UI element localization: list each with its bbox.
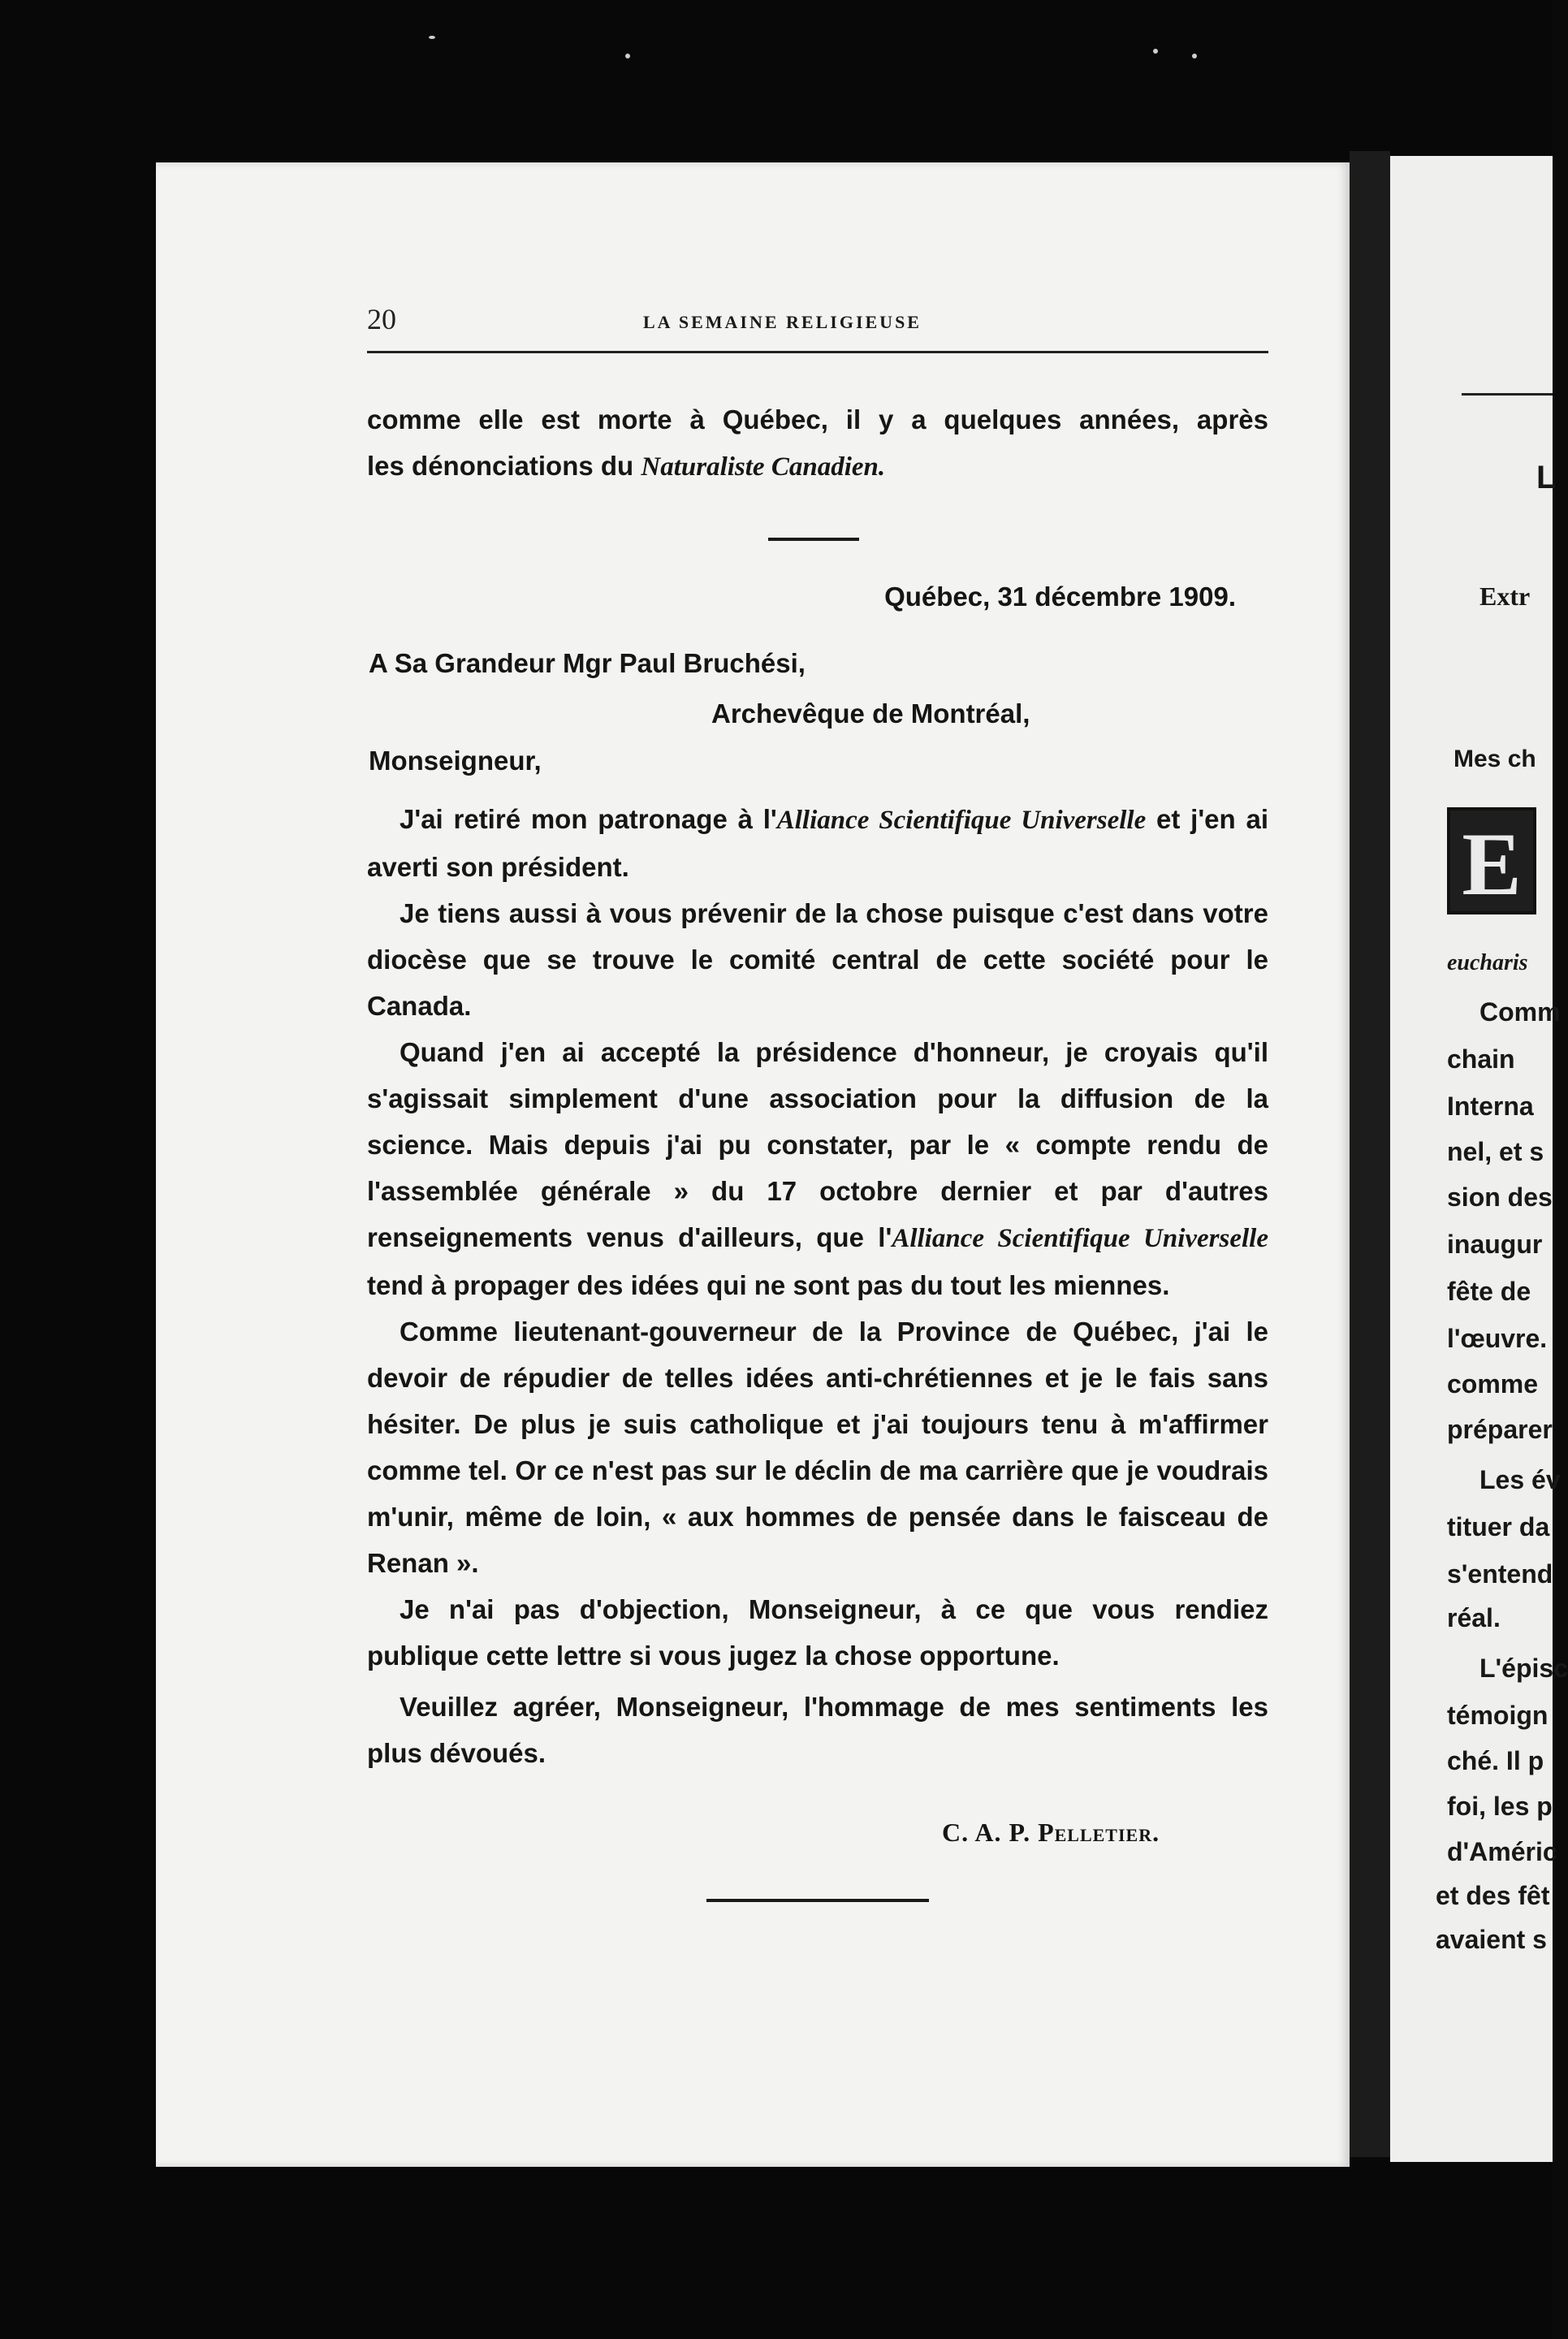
right-page-line: Interna [1447, 1092, 1534, 1121]
letter-addressee-title: Archevêque de Montréal, [711, 698, 1030, 729]
letter-body [367, 796, 1268, 1776]
letter-paragraph-1-end: et j'en ai averti son président. [367, 804, 1268, 882]
alliance-name: Alliance Scientifique Universelle [776, 806, 1147, 835]
dust-speck [625, 54, 630, 58]
page-number: 20 [367, 303, 396, 335]
right-page-line: d'Améric [1447, 1837, 1557, 1866]
right-page-line: sion des [1447, 1182, 1553, 1212]
right-page-line: fête de [1447, 1277, 1531, 1306]
decorative-dropcap: E [1447, 807, 1536, 914]
alliance-name: Alliance Scientifique Universelle [892, 1224, 1268, 1253]
closing-separator [706, 1899, 929, 1902]
right-page-line: et des fêt [1436, 1881, 1550, 1910]
letter-paragraph-1 [367, 796, 1268, 890]
right-page-line: eucharis [1447, 950, 1528, 975]
running-head: LA SEMAINE RELIGIEUSE [643, 312, 922, 332]
intro-paragraph [367, 396, 1268, 491]
right-page-line: Comm [1479, 997, 1561, 1027]
right-page-line: réal. [1447, 1603, 1501, 1632]
right-page-line: inaugur [1447, 1230, 1543, 1259]
letter-paragraph-5: Je n'ai pas d'objection, Monseigneur, à ce que vous rendiez publique cette lettre si vous jugez la chose opportune. [367, 1594, 1268, 1671]
right-page-line: foi, les p [1447, 1792, 1553, 1821]
letter-paragraph-3-end: tend à propager des idées qui ne sont pas du tout les miennes. [367, 1270, 1170, 1300]
publication-title: Naturaliste Canadien. [641, 452, 886, 482]
right-page-line: L'épisc [1479, 1654, 1568, 1683]
right-page-subheading: Extr [1479, 582, 1531, 611]
letter-salutation: Monseigneur, [369, 746, 542, 776]
right-page-line: l'œuvre. [1447, 1324, 1548, 1353]
letter-paragraph-3-start: Quand j'en ai accepté la présidence d'honneur, je croyais qu'il s'agissait simplement d'une association pour la diffusion de la science. Mais depuis j'ai pu constater, par le « compte rendu de l'assemblée générale » du 17 octobre dernier et par d'autres renseignements venus d'ailleurs, que l' [367, 1037, 1268, 1252]
right-page-line: ché. Il p [1447, 1746, 1544, 1775]
letter-signature [942, 1818, 1160, 1848]
book-gutter [1350, 151, 1390, 2157]
right-page-line: témoign [1447, 1701, 1549, 1730]
right-page-rule [1462, 393, 1553, 396]
letter-paragraph-6: Veuillez agréer, Monseigneur, l'hommage de mes sentiments les plus dévoués. [367, 1692, 1268, 1768]
section-separator [768, 538, 859, 541]
header-rule [367, 351, 1268, 353]
dust-speck [1153, 49, 1158, 54]
letter-paragraph-1-start: J'ai retiré mon patronage à l' [400, 804, 777, 834]
intro-line-1: comme elle est morte à Québec, il y a quelques années, après [367, 404, 1268, 435]
letter-date: Québec, 31 décembre 1909. [884, 582, 1236, 612]
dust-speck [429, 36, 435, 39]
intro-line-2-text: les dénonciations du [367, 451, 641, 481]
right-page-line: préparer [1447, 1415, 1553, 1444]
intro-line-2 [367, 443, 1268, 491]
letter-paragraph-2: Je tiens aussi à vous prévenir de la chose puisque c'est dans votre diocèse que se trouve le comité central de cette société pour le Canada. [367, 898, 1268, 1021]
dust-speck [1192, 54, 1197, 58]
letter-addressee: A Sa Grandeur Mgr Paul Bruchési, [369, 648, 806, 678]
letter-paragraph-4: Comme lieutenant-gouverneur de la Province de Québec, j'ai le devoir de répudier de telles idées anti-chrétiennes et je le fais sans hésiter. De plus je suis catholique et j'ai toujours tenu à m'affirmer comme tel. Or ce n'est pas sur le déclin de ma carrière que je voudrais m'unir, même de loin, « aux hommes de pensée dans le faisceau de Renan ». [367, 1316, 1268, 1578]
signature-initials: C. A. P. [942, 1818, 1039, 1847]
signature-name: Pelletier. [1038, 1818, 1160, 1847]
right-page-line: nel, et s [1447, 1137, 1544, 1166]
right-page-line: avaient s [1436, 1925, 1547, 1954]
right-page-line: tituer da [1447, 1512, 1550, 1541]
letter-paragraph-3 [367, 1029, 1268, 1308]
right-page-salutation: Mes ch [1454, 746, 1536, 772]
right-page-heading: L [1536, 460, 1557, 495]
right-page-line: s'entend [1447, 1559, 1553, 1589]
right-page-line: chain [1447, 1044, 1515, 1074]
right-page-line: Les év [1479, 1465, 1561, 1494]
right-page-line: comme [1447, 1369, 1539, 1399]
